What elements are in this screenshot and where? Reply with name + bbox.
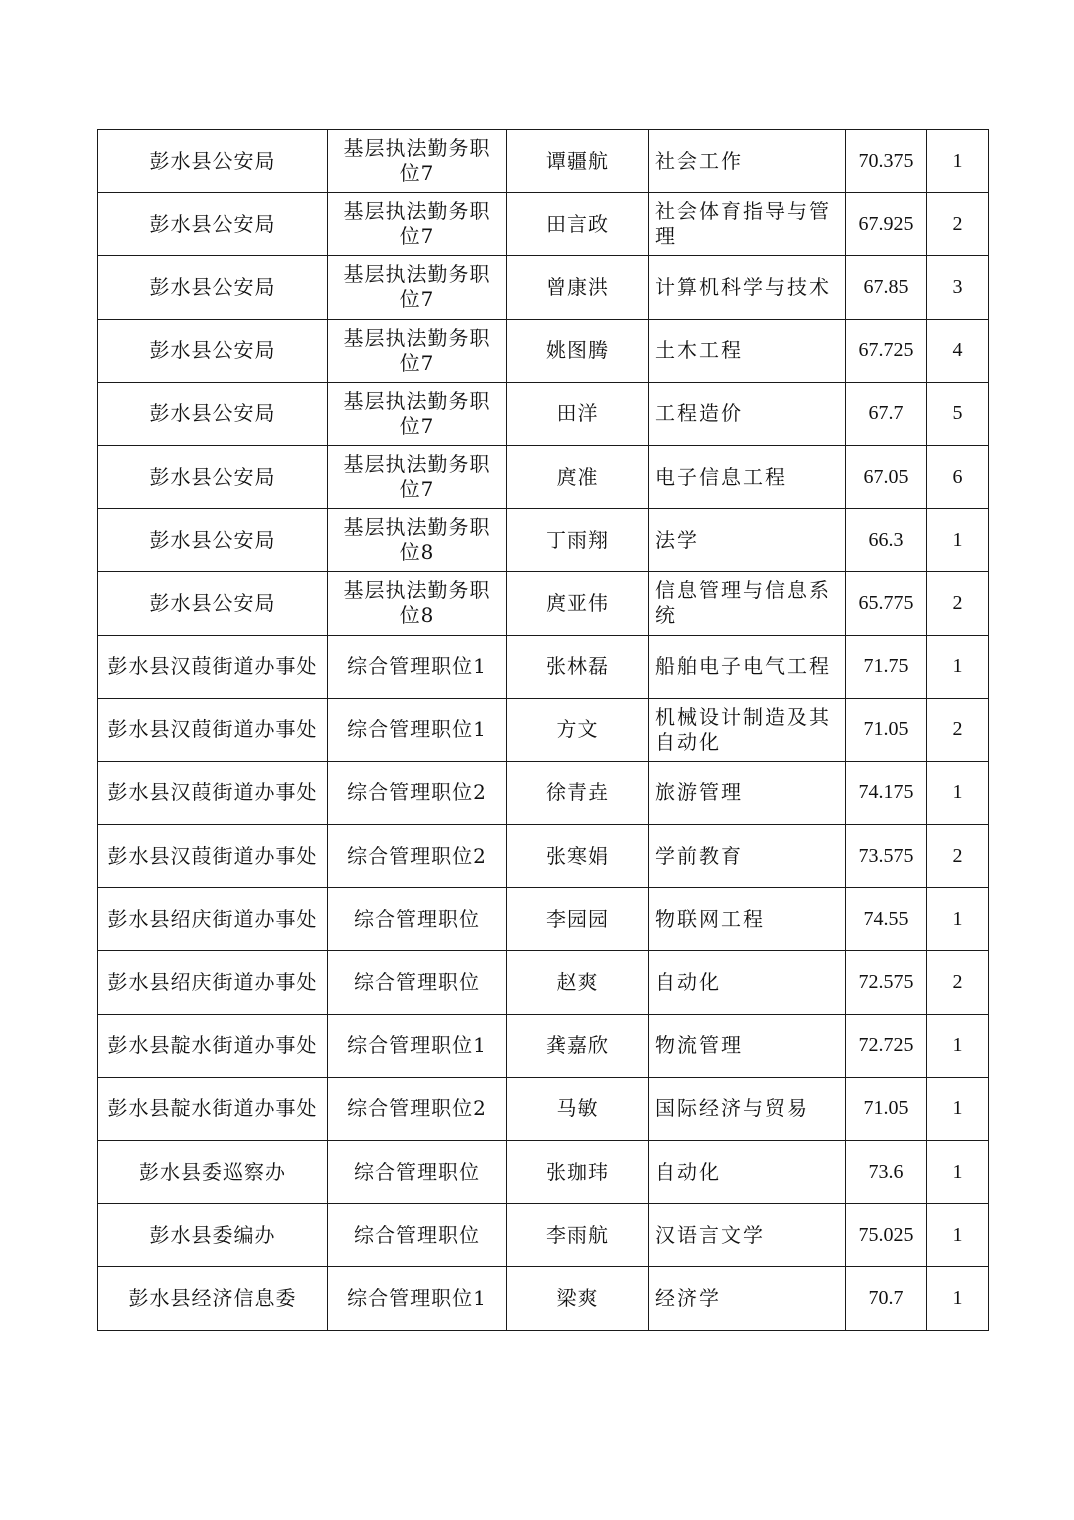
rank-cell: 4 (927, 319, 989, 382)
candidate-name-cell: 李雨航 (507, 1204, 649, 1267)
position-cell (328, 256, 507, 319)
position-cell (328, 761, 507, 824)
score-cell: 73.6 (846, 1141, 927, 1204)
position-text: 基层执法勤务职位8 (343, 578, 491, 628)
candidate-name-cell: 张林磊 (507, 635, 649, 698)
unit-cell: 彭水县公安局 (98, 572, 328, 635)
candidate-name-cell: 姚图腾 (507, 319, 649, 382)
position-cell (328, 1141, 507, 1204)
candidate-name-cell: 庹亚伟 (507, 572, 649, 635)
candidate-name-cell: 庹准 (507, 445, 649, 508)
rank-cell: 1 (927, 1141, 989, 1204)
major-cell: 物流管理 (649, 1014, 846, 1077)
rank-cell: 6 (927, 445, 989, 508)
unit-cell: 彭水县公安局 (98, 319, 328, 382)
position-text: 综合管理职位1 (347, 1285, 487, 1310)
candidate-name-cell: 赵爽 (507, 951, 649, 1014)
table-row (98, 319, 989, 382)
major-cell: 自动化 (649, 1141, 846, 1204)
unit-cell: 彭水县绍庆街道办事处 (98, 888, 328, 951)
unit-cell: 彭水县公安局 (98, 382, 328, 445)
position-cell (328, 1267, 507, 1330)
table-row (98, 572, 989, 635)
rank-cell: 2 (927, 193, 989, 256)
position-cell (328, 572, 507, 635)
score-cell: 71.05 (846, 1077, 927, 1140)
table-row (98, 256, 989, 319)
rank-cell: 1 (927, 1204, 989, 1267)
candidate-name-cell: 龚嘉欣 (507, 1014, 649, 1077)
major-cell: 国际经济与贸易 (649, 1077, 846, 1140)
score-cell: 72.575 (846, 951, 927, 1014)
unit-cell: 彭水县委巡察办 (98, 1141, 328, 1204)
major-cell: 信息管理与信息系统 (649, 572, 846, 635)
unit-cell: 彭水县靛水街道办事处 (98, 1014, 328, 1077)
candidate-name-cell: 张寒娟 (507, 825, 649, 888)
position-text: 综合管理职位2 (347, 780, 487, 805)
position-text: 综合管理职位 (354, 1222, 480, 1247)
unit-cell: 彭水县靛水街道办事处 (98, 1077, 328, 1140)
score-cell: 73.575 (846, 825, 927, 888)
rank-cell: 5 (927, 382, 989, 445)
major-cell: 土木工程 (649, 319, 846, 382)
major-cell: 船舶电子电气工程 (649, 635, 846, 698)
position-cell (328, 319, 507, 382)
unit-cell: 彭水县公安局 (98, 130, 328, 193)
candidate-name-cell: 徐青垚 (507, 761, 649, 824)
unit-cell: 彭水县汉葭街道办事处 (98, 698, 328, 761)
table-row (98, 1204, 989, 1267)
score-cell: 67.7 (846, 382, 927, 445)
candidate-name-cell: 田洋 (507, 382, 649, 445)
candidate-name-cell: 丁雨翔 (507, 509, 649, 572)
table-row (98, 888, 989, 951)
position-cell (328, 1204, 507, 1267)
position-cell (328, 445, 507, 508)
major-cell: 社会工作 (649, 130, 846, 193)
table-row (98, 635, 989, 698)
rank-cell: 1 (927, 888, 989, 951)
position-cell (328, 509, 507, 572)
candidate-name-cell: 李园园 (507, 888, 649, 951)
score-cell: 67.05 (846, 445, 927, 508)
unit-cell: 彭水县汉葭街道办事处 (98, 825, 328, 888)
rank-cell: 2 (927, 825, 989, 888)
unit-cell: 彭水县公安局 (98, 256, 328, 319)
table-row (98, 951, 989, 1014)
major-cell: 法学 (649, 509, 846, 572)
major-cell: 汉语言文学 (649, 1204, 846, 1267)
rank-cell: 1 (927, 130, 989, 193)
unit-cell: 彭水县公安局 (98, 193, 328, 256)
position-text: 综合管理职位 (354, 906, 480, 931)
position-text: 基层执法勤务职位7 (343, 262, 491, 312)
position-text: 基层执法勤务职位7 (343, 452, 491, 502)
rank-cell: 2 (927, 572, 989, 635)
position-cell (328, 382, 507, 445)
candidate-name-cell: 梁爽 (507, 1267, 649, 1330)
rank-cell: 1 (927, 509, 989, 572)
table-row (98, 1267, 989, 1330)
score-cell: 75.025 (846, 1204, 927, 1267)
position-text: 综合管理职位2 (347, 1096, 487, 1121)
major-cell: 学前教育 (649, 825, 846, 888)
table-row (98, 193, 989, 256)
position-cell (328, 888, 507, 951)
score-cell: 66.3 (846, 509, 927, 572)
major-cell: 计算机科学与技术 (649, 256, 846, 319)
table-row (98, 1077, 989, 1140)
position-cell (328, 825, 507, 888)
major-cell: 社会体育指导与管理 (649, 193, 846, 256)
table-row (98, 382, 989, 445)
position-text: 基层执法勤务职位7 (343, 136, 491, 186)
table-row (98, 445, 989, 508)
score-cell: 71.05 (846, 698, 927, 761)
position-text: 综合管理职位1 (347, 654, 487, 679)
candidate-name-cell: 田言政 (507, 193, 649, 256)
score-cell: 74.55 (846, 888, 927, 951)
major-cell: 经济学 (649, 1267, 846, 1330)
position-cell (328, 130, 507, 193)
score-cell: 72.725 (846, 1014, 927, 1077)
rank-cell: 2 (927, 698, 989, 761)
major-cell: 物联网工程 (649, 888, 846, 951)
position-cell (328, 1077, 507, 1140)
table-row (98, 509, 989, 572)
table-row (98, 130, 989, 193)
table-row (98, 698, 989, 761)
score-cell: 67.85 (846, 256, 927, 319)
position-text: 综合管理职位 (354, 970, 480, 995)
candidate-name-cell: 张珈玮 (507, 1141, 649, 1204)
position-text: 综合管理职位1 (347, 1033, 487, 1058)
unit-cell: 彭水县公安局 (98, 445, 328, 508)
score-cell: 67.725 (846, 319, 927, 382)
rank-cell: 1 (927, 1077, 989, 1140)
candidate-name-cell: 方文 (507, 698, 649, 761)
score-cell: 71.75 (846, 635, 927, 698)
table-row (98, 825, 989, 888)
position-cell (328, 635, 507, 698)
unit-cell: 彭水县委编办 (98, 1204, 328, 1267)
position-cell (328, 951, 507, 1014)
major-cell: 电子信息工程 (649, 445, 846, 508)
rank-cell: 2 (927, 951, 989, 1014)
rank-cell: 1 (927, 1267, 989, 1330)
candidate-name-cell: 谭疆航 (507, 130, 649, 193)
table-row (98, 761, 989, 824)
position-text: 综合管理职位2 (347, 843, 487, 868)
unit-cell: 彭水县公安局 (98, 509, 328, 572)
major-cell: 旅游管理 (649, 761, 846, 824)
score-cell: 70.7 (846, 1267, 927, 1330)
major-cell: 自动化 (649, 951, 846, 1014)
table-row (98, 1141, 989, 1204)
score-cell: 74.175 (846, 761, 927, 824)
results-table (97, 129, 989, 1331)
rank-cell: 1 (927, 1014, 989, 1077)
unit-cell: 彭水县经济信息委 (98, 1267, 328, 1330)
position-text: 基层执法勤务职位7 (343, 325, 491, 375)
score-cell: 67.925 (846, 193, 927, 256)
position-text: 综合管理职位 (354, 1159, 480, 1184)
major-cell: 工程造价 (649, 382, 846, 445)
rank-cell: 1 (927, 635, 989, 698)
rank-cell: 3 (927, 256, 989, 319)
position-cell (328, 698, 507, 761)
results-table-body (98, 130, 989, 1331)
position-cell (328, 193, 507, 256)
candidate-name-cell: 马敏 (507, 1077, 649, 1140)
major-cell: 机械设计制造及其自动化 (649, 698, 846, 761)
unit-cell: 彭水县汉葭街道办事处 (98, 761, 328, 824)
position-cell (328, 1014, 507, 1077)
position-text: 基层执法勤务职位7 (343, 388, 491, 438)
position-text: 综合管理职位1 (347, 717, 487, 742)
position-text: 基层执法勤务职位8 (343, 515, 491, 565)
table-row (98, 1014, 989, 1077)
candidate-name-cell: 曾康洪 (507, 256, 649, 319)
score-cell: 70.375 (846, 130, 927, 193)
rank-cell: 1 (927, 761, 989, 824)
unit-cell: 彭水县绍庆街道办事处 (98, 951, 328, 1014)
unit-cell: 彭水县汉葭街道办事处 (98, 635, 328, 698)
score-cell: 65.775 (846, 572, 927, 635)
position-text: 基层执法勤务职位7 (343, 199, 491, 249)
